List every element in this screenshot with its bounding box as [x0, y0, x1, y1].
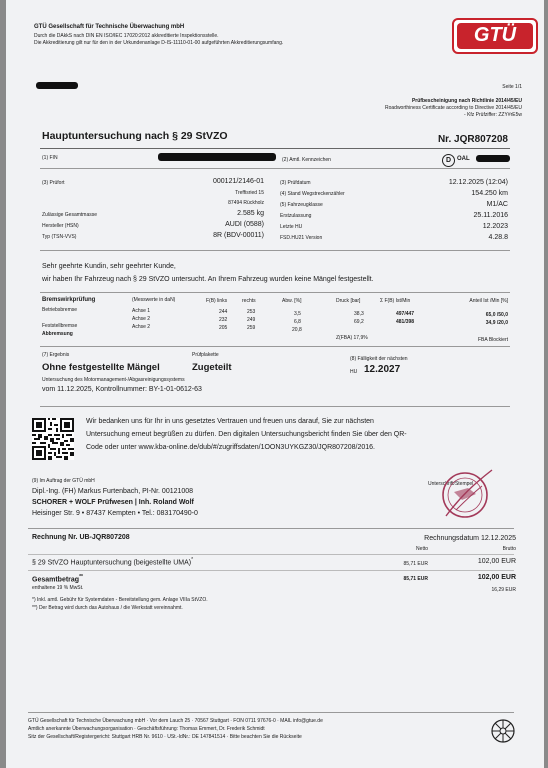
greeting: Sehr geehrte Kundin, sehr geehrter Kunde,: [42, 263, 176, 270]
divider: [28, 712, 514, 713]
document-number: Nr. JQR807208: [437, 134, 508, 145]
country-d-badge: D: [442, 154, 455, 167]
divider: [40, 406, 510, 407]
official-stamp-icon: [436, 466, 494, 524]
brake-sum: 497/447: [396, 311, 415, 317]
footnote-2: **) Der Betrag wird durch das Autohaus / die Werkstatt vereinnahmt.: [32, 605, 183, 611]
brake-header-rechts: rechts: [242, 298, 256, 304]
auftrag-label: (9) Im Auftrag der GTÜ mbH: [32, 478, 95, 484]
intro-text: wir haben Ihr Fahrzeug nach § 29 StVZO untersucht. An Ihrem Fahrzeug wurden keine Mängel festgestellt.: [42, 276, 374, 283]
brake-right: 249: [247, 317, 256, 323]
divider: [40, 148, 510, 149]
page-title: Hauptuntersuchung nach § 29 StVZO: [42, 130, 228, 142]
pruefer-name: Dipl.-Ing. (FH) Markus Furtenbach, PI-Nr. 00121008: [32, 488, 194, 495]
pruefort-street: Treffisried 15: [235, 190, 264, 196]
qr-code[interactable]: [32, 418, 74, 460]
hersteller-label: Hersteller (HSN): [42, 223, 79, 229]
kontrollnummer: vom 11.12.2025, Kontrollnummer: BY-1-01-0612-63: [42, 386, 202, 393]
ergebnis-value: Ohne festgestellte Mängel: [42, 362, 160, 373]
footnote-1: *) Inkl. amtl. Gebühr für Systemdaten - Bereitstellung gem. Anlage VIIIa StVZO.: [32, 597, 208, 603]
pruefstelle-firma: SCHORER + WOLF Prüfwesen | Inh. Roland Wolf: [32, 499, 194, 506]
betriebsbremse-label: Betriebsbremse: [42, 307, 78, 313]
km-label: (4) Stand Wegstreckenzähler: [280, 191, 345, 197]
pruefdatum-value: 12.12.2025 (12:04): [448, 179, 508, 186]
divider: [40, 168, 510, 169]
ergebnis-label: (7) Ergebnis: [42, 352, 70, 358]
kennzeichen-label: (2) Amtl. Kennzeichen: [282, 157, 331, 163]
faelligkeit-value: 12.2027: [364, 364, 401, 375]
wheel-icon: [490, 718, 516, 744]
gesamtbetrag-label: Gesamtbetrag**: [32, 574, 83, 584]
zfba-value: Z(FBA) 17,9%: [336, 335, 368, 341]
mwst-label: enthaltene 19 % MwSt.: [32, 585, 84, 591]
plakette-label: Prüfplakette: [192, 352, 219, 358]
pruefdatum-label: (3) Prüfdatum: [280, 180, 311, 186]
fsd-value: 4.28.8: [488, 234, 508, 241]
brake-anteil: 65,0 /50,0: [485, 312, 508, 318]
position-text: § 29 StVZO Hauptuntersuchung (beigestellte UMA)*: [32, 557, 194, 567]
divider: [28, 528, 514, 529]
accreditation-line-2: Die Akkreditierung gilt nur für den in der Urkundenanlage D-IS-11110-01-00 aufgeführten Akkreditierungsumfang.: [34, 40, 284, 46]
brake-left: 232: [219, 317, 228, 323]
zgm-label: Zulässige Gesamtmasse: [42, 212, 98, 218]
typ-label: Typ (TSN-VVS): [42, 234, 77, 240]
netto-header: Netto: [416, 546, 428, 552]
document-page: [6, 0, 544, 768]
rechnung-nr: Rechnung Nr. UB-JQR807208: [32, 534, 130, 541]
hu-label: Letzte HU: [280, 224, 303, 230]
divider: [28, 554, 514, 555]
divider: [40, 250, 510, 251]
mwst-value: 16,29 EUR: [491, 587, 516, 593]
klasse-label: (5) Fahrzeugklasse: [280, 202, 323, 208]
pruefort-label: (3) Prüfort: [42, 180, 65, 186]
brake-abw: 6,8: [294, 319, 301, 325]
pruefort-code: 000121/2146-01: [213, 178, 264, 185]
brake-axle: Achse 1: [132, 308, 151, 314]
pruefort-city: 87494 Rückholz: [228, 200, 264, 206]
brake-header-anteil: Anteil Ist /Min [%]: [469, 298, 508, 304]
faelligkeit-label: (8) Fälligkeit der nächsten: [350, 356, 408, 362]
brake-right: 253: [247, 309, 256, 315]
klasse-value: M1/AC: [486, 201, 508, 208]
brake-left: 244: [219, 309, 228, 315]
brake-left: 205: [219, 325, 228, 331]
cert-title-en: Roadworthiness Certificate according to Directive 2014/45/EU: [384, 105, 522, 111]
brake-anteil: 34,9 /20,0: [485, 320, 508, 326]
brake-abw: 3,5: [294, 311, 301, 317]
kfz-pruefziffer: - Kfz Prüfziffer: ZZY#rE5w: [464, 112, 522, 118]
position-netto: 85,71 EUR: [403, 561, 428, 567]
fin-label: (1) FIN: [42, 155, 58, 161]
pruefstelle-adresse: Heisinger Str. 9 • 87437 Kempten • Tel.: 083170490-0: [32, 510, 198, 517]
brake-abw: 20,8: [292, 327, 302, 333]
feststellbremse-label: Feststellbremse: [42, 323, 78, 329]
brake-header-mess: (Messwerte in daN): [132, 297, 176, 303]
brake-druck: 69,2: [354, 319, 364, 325]
hersteller-value: AUDI (0588): [225, 221, 264, 228]
divider: [28, 570, 514, 571]
thanks-line-1: Wir bedanken uns für Ihr in uns gesetztes Vertrauen und freuen uns darauf, Sie zur nächsten: [86, 418, 374, 425]
company-name: GTÜ Gesellschaft für Technische Überwachung mbH: [34, 24, 185, 30]
footer-line-2: Amtlich anerkannte Überwachungsorganisation · Geschäftsführung: Thomas Emmert, Dr. Frederik Schmidt: [28, 726, 265, 732]
brake-axle: Achse 2: [132, 324, 151, 330]
ez-label: Erstzulassung: [280, 213, 312, 219]
brake-druck: 38,3: [354, 311, 364, 317]
brake-right: 259: [247, 325, 256, 331]
brake-header-abw: Abw. [%]: [282, 298, 302, 304]
brutto-header: Brutto: [502, 546, 516, 552]
amu-text: Untersuchung des Motormanagement-/Abgasreinigungssystems: [42, 377, 185, 383]
km-value: 154.250 km: [471, 190, 508, 197]
divider: [40, 292, 510, 293]
hu-abbr: HU: [350, 369, 358, 375]
stempel-label: Unterschrift/Stempel: [428, 481, 474, 487]
zgm-value: 2.585 kg: [237, 210, 264, 217]
plakette-value: Zugeteilt: [192, 362, 232, 373]
plate-redacted: [476, 155, 510, 162]
gesamt-netto: 85,71 EUR: [403, 576, 428, 582]
footer-line-1: GTÜ Gesellschaft für Technische Überwachung mbH · Vor dem Lauch 25 · 70567 Stuttgart · FON 0711 97676-0 · MAIL info@gtue.de: [28, 718, 323, 724]
redaction-bar: [36, 82, 78, 89]
fin-redacted: [158, 153, 276, 161]
hu-value: 12.2023: [482, 223, 508, 230]
thanks-line-3[interactable]: Code oder unter www.kba-online.de/dub/#/zugriffsdaten/1OON3UYKGZ30/JQR807208/2016.: [86, 444, 375, 451]
plate-prefix: OAL: [457, 156, 470, 162]
brake-header-sum: Σ F(B) Ist/Min: [380, 298, 411, 304]
cert-title-de: Prüfbescheinigung nach Richtlinie 2014/45/EU: [411, 98, 522, 104]
rechnungsdatum: Rechnungsdatum 12.12.2025: [424, 535, 516, 542]
brake-axle: Achse 2: [132, 316, 151, 322]
brake-header-druck: Druck [bar]: [336, 298, 361, 304]
gtue-logo: GTÜ: [452, 18, 538, 54]
gesamt-brutto: 102,00 EUR: [477, 574, 516, 581]
thanks-line-2: Untersuchung erneut begrüßen zu dürfen. Den digitalen Untersuchungsbericht finden Sie über den QR-: [86, 431, 407, 438]
position-brutto: 102,00 EUR: [477, 558, 516, 565]
brake-sum: 481/398: [396, 319, 415, 325]
ez-value: 25.11.2016: [473, 212, 508, 219]
footer-line-3: Sitz der Gesellschaft/Registergericht: Stuttgart HRB Nr. 9610 · USt.-IdNr.: DE 147841514 · Bitte beachten Sie die Rückseite: [28, 734, 302, 740]
fsd-label: FSD.HU21 Version: [280, 235, 323, 241]
typ-value: 8R (BDV-00011): [213, 232, 264, 239]
brake-header-links: F(B) links: [206, 298, 228, 304]
brake-title: Bremswirkprüfung: [42, 297, 96, 303]
abbremsung-label: Abbremsung: [42, 331, 73, 337]
accreditation-line-1: Durch die DAkkS nach DIN EN ISO/IEC 17020:2012 akkreditierte Inspektionsstelle.: [34, 33, 219, 39]
divider: [40, 346, 510, 347]
page-number: Seite 1/1: [502, 84, 522, 90]
fba-status: FBA Blockiert: [477, 337, 508, 343]
